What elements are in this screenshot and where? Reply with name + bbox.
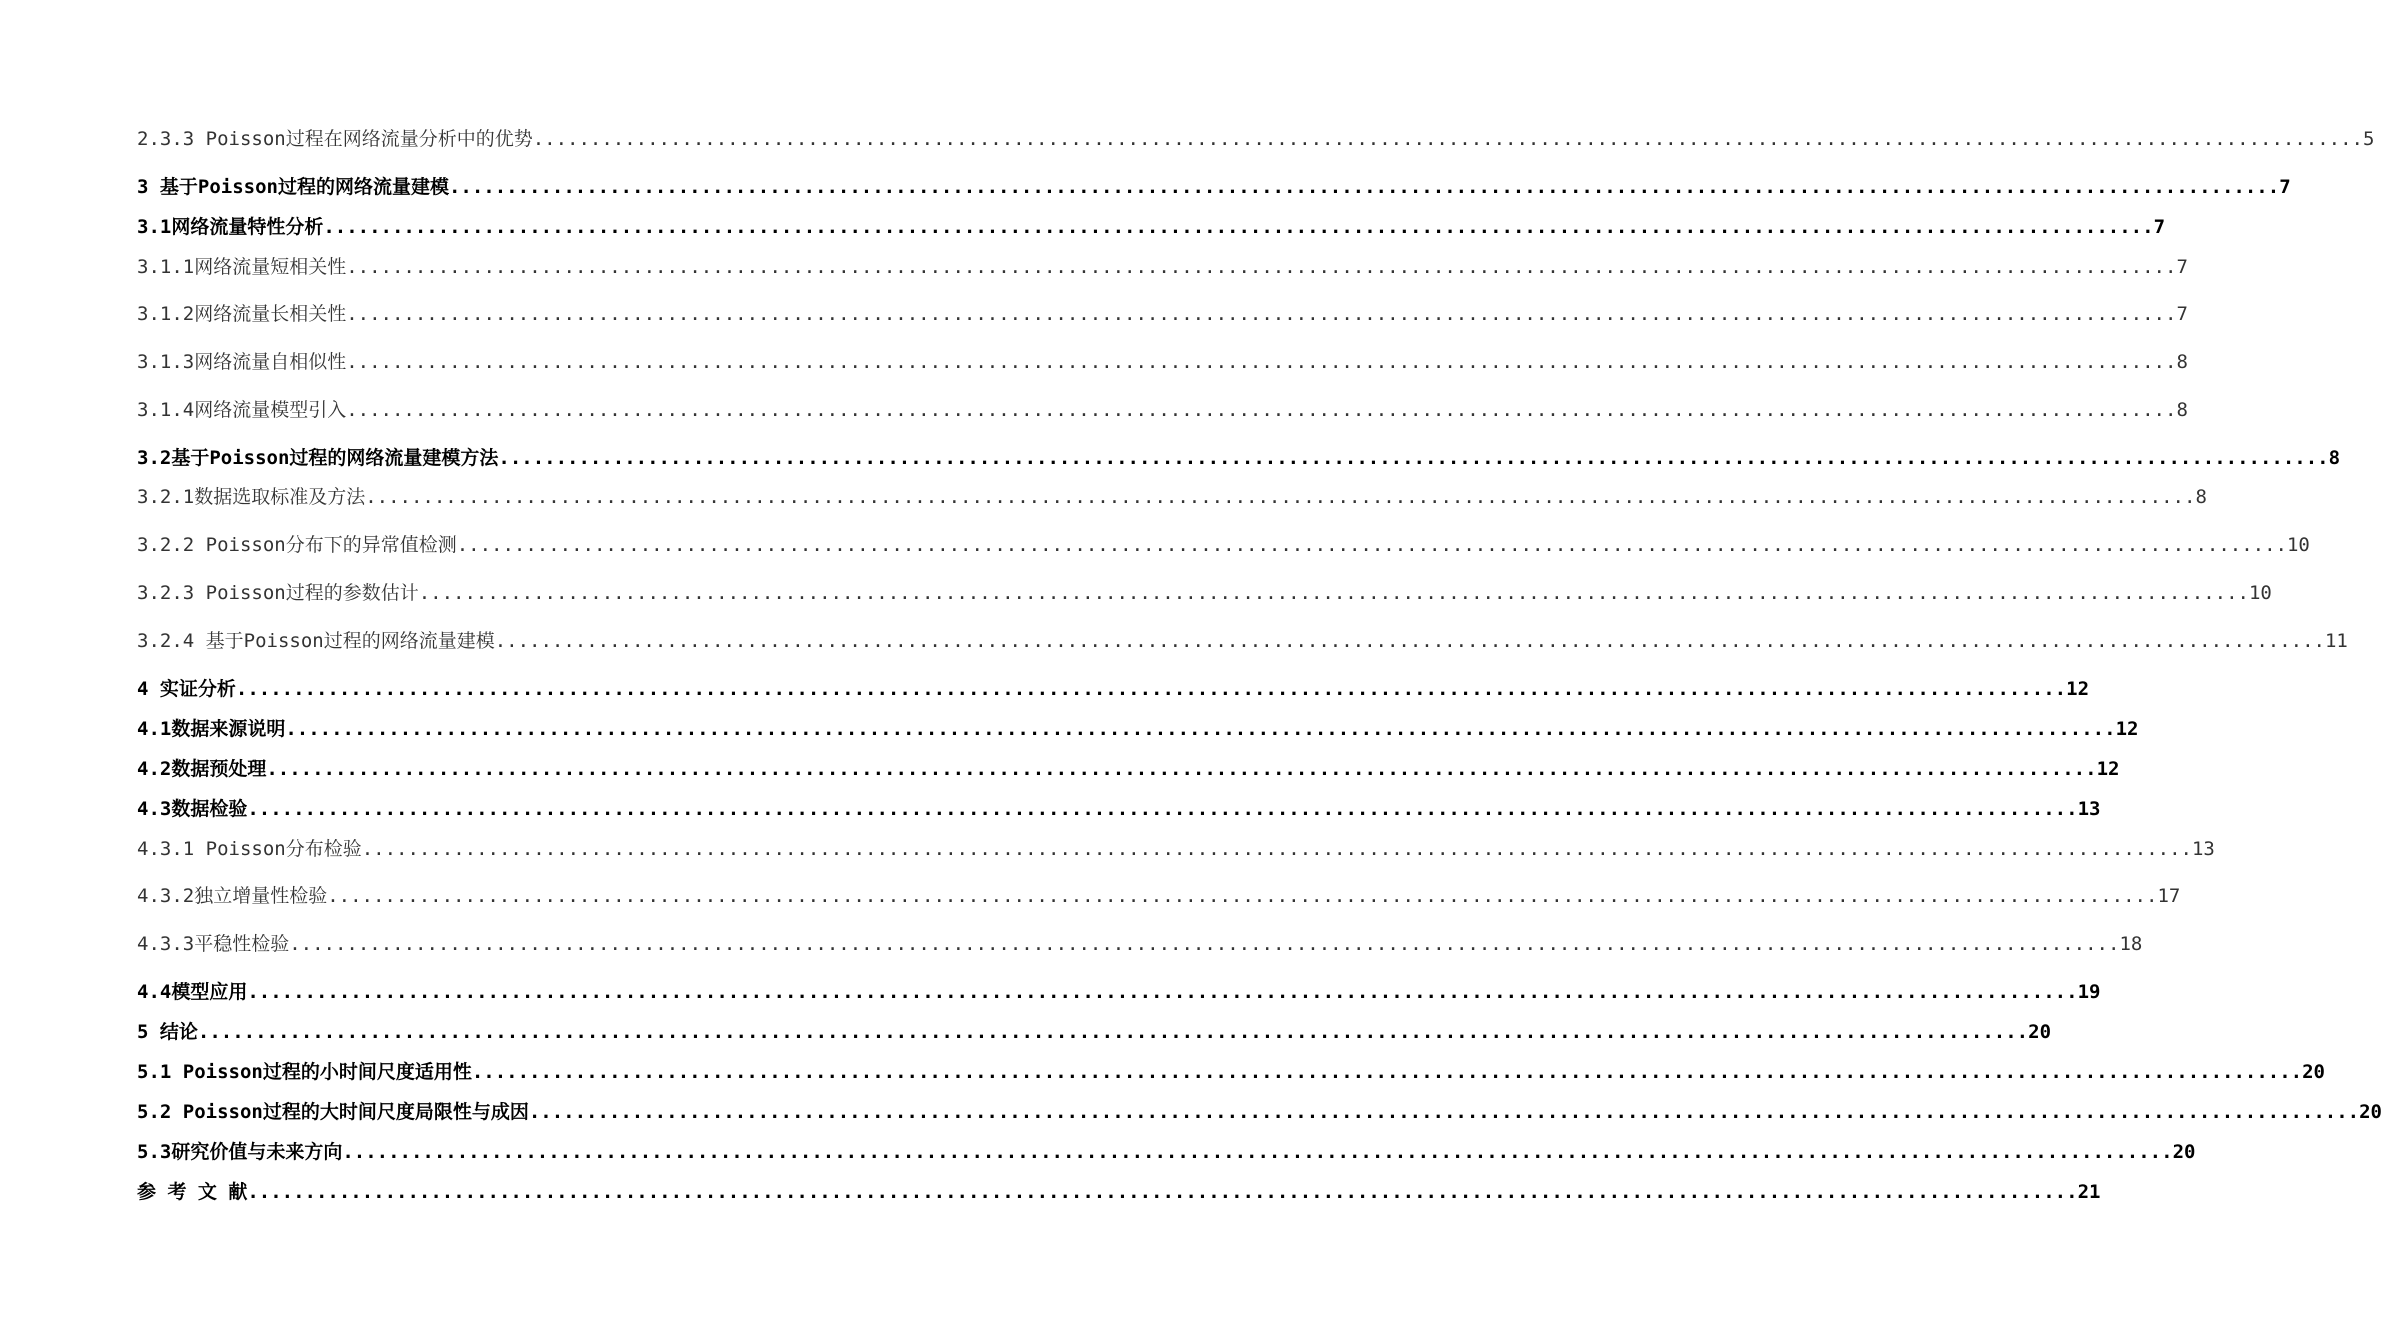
toc-page: 20 <box>2172 1141 2196 1163</box>
toc-page: 7 <box>2279 176 2291 198</box>
toc-leader: ................................................................................................................................................................ <box>197 1021 2029 1043</box>
toc-title: 4.3.1 Poisson分布检验 <box>137 838 362 860</box>
toc-leader: ................................................................................................................................................................ <box>266 758 2097 780</box>
toc-entry-5[interactable] <box>137 1017 2052 1045</box>
toc-leader: ................................................................................................................................................................ <box>342 1141 2173 1163</box>
toc-page: 11 <box>2324 630 2348 652</box>
toc-entry-5-3[interactable] <box>137 1137 2196 1165</box>
toc-title: 3.1.1网络流量短相关性 <box>137 256 347 278</box>
toc-entry-5-1[interactable] <box>137 1057 2325 1085</box>
toc-leader: ................................................................................................................................................................ <box>346 303 2177 325</box>
toc-entry-3-2[interactable] <box>137 443 2341 471</box>
toc-title: 4.1数据来源说明 <box>137 718 286 740</box>
toc-leader: ................................................................................................................................................................ <box>498 447 2329 469</box>
toc-title: 5.3研究价值与未来方向 <box>137 1141 343 1163</box>
toc-title: 参 考 文 献 <box>137 1181 248 1203</box>
toc-leader: ................................................................................................................................................................ <box>528 1101 2360 1123</box>
toc-page: 20 <box>2359 1101 2382 1123</box>
toc-leader: ................................................................................................................................................................ <box>361 838 2192 860</box>
toc-title: 5.1 Poisson过程的小时间尺度适用性 <box>137 1061 472 1083</box>
toc-page: 7 <box>2176 256 2188 278</box>
toc-page: 18 <box>2119 933 2143 955</box>
toc-title: 3.1网络流量特性分析 <box>137 216 324 238</box>
toc-leader: ................................................................................................................................................................ <box>327 885 2158 907</box>
toc-leader: ................................................................................................................................................................ <box>456 534 2287 556</box>
toc-page: 8 <box>2328 447 2341 469</box>
toc-leader: ................................................................................................................................................................ <box>235 678 2067 700</box>
toc-leader: ................................................................................................................................................................ <box>365 486 2196 508</box>
toc-title: 4.4模型应用 <box>137 981 248 1003</box>
toc-entry-3-2-1[interactable] <box>137 482 2207 510</box>
toc-title: 5.2 Poisson过程的大时间尺度局限性与成因 <box>137 1101 529 1123</box>
toc-page: 7 <box>2153 216 2166 238</box>
toc-entry-3-1-3[interactable] <box>137 347 2188 375</box>
toc-leader: ................................................................................................................................................................ <box>346 351 2177 373</box>
toc-leader: ................................................................................................................................................................ <box>323 216 2154 238</box>
toc-leader: ................................................................................................................................................................ <box>247 981 2078 1003</box>
toc-leader: ................................................................................................................................................................ <box>346 399 2177 421</box>
toc-leader: ................................................................................................................................................................ <box>532 128 2363 150</box>
toc-title: 3 基于Poisson过程的网络流量建模 <box>137 176 449 198</box>
toc-title: 3.2基于Poisson过程的网络流量建模方法 <box>137 447 499 469</box>
toc-title: 4.3.2独立增量性检验 <box>137 885 328 907</box>
toc-entry-5-2[interactable] <box>137 1097 2382 1125</box>
toc-title: 5 结论 <box>137 1021 198 1043</box>
toc-entry-3-1-2[interactable] <box>137 299 2188 327</box>
toc-leader: ................................................................................................................................................................ <box>247 798 2078 820</box>
toc-page: 13 <box>2077 798 2101 820</box>
toc-leader: ................................................................................................................................................................ <box>448 176 2280 198</box>
toc-title: 4 实证分析 <box>137 678 236 700</box>
toc-entry-4-1[interactable] <box>137 714 2139 742</box>
toc-title: 4.3.3平稳性检验 <box>137 933 290 955</box>
toc-leader: ................................................................................................................................................................ <box>346 256 2177 278</box>
toc-leader: ................................................................................................................................................................ <box>494 630 2325 652</box>
toc-page: 8 <box>2176 399 2188 421</box>
toc-entry-4-3-1[interactable] <box>137 834 2215 862</box>
toc-leader: ................................................................................................................................................................ <box>247 1181 2078 1203</box>
toc-leader: ................................................................................................................................................................ <box>471 1061 2303 1083</box>
toc-title: 3.2.4 基于Poisson过程的网络流量建模 <box>137 630 495 652</box>
toc-entry-4[interactable] <box>137 674 2090 702</box>
toc-title: 4.3数据检验 <box>137 798 248 820</box>
toc-title: 4.2数据预处理 <box>137 758 267 780</box>
toc-title: 3.2.2 Poisson分布下的异常值检测 <box>137 534 457 556</box>
toc-title: 3.1.2网络流量长相关性 <box>137 303 347 325</box>
toc-entry-references[interactable] <box>137 1177 2101 1205</box>
toc-entry-3-1[interactable] <box>137 212 2166 240</box>
toc-entry-4-3-2[interactable] <box>137 881 2181 909</box>
toc-entry-3-2-3[interactable] <box>137 578 2272 606</box>
toc-page: 21 <box>2077 1181 2101 1203</box>
toc-entry-4-3-3[interactable] <box>137 929 2143 957</box>
toc-page: 13 <box>2191 838 2215 860</box>
toc-page: 8 <box>2195 486 2207 508</box>
toc-entry-3-2-4[interactable] <box>137 626 2348 654</box>
toc-title: 3.1.4网络流量模型引入 <box>137 399 347 421</box>
toc-leader: ................................................................................................................................................................ <box>285 718 2116 740</box>
toc-entry-4-3[interactable] <box>137 794 2101 822</box>
toc-leader: ................................................................................................................................................................ <box>418 582 2249 604</box>
toc-entry-3[interactable] <box>137 172 2291 200</box>
toc-page: 17 <box>2157 885 2181 907</box>
toc-title: 3.2.3 Poisson过程的参数估计 <box>137 582 419 604</box>
toc-title: 2.3.3 Poisson过程在网络流量分析中的优势 <box>137 128 533 150</box>
toc-page: 5 <box>2362 128 2375 150</box>
toc-leader: ................................................................................................................................................................ <box>289 933 2120 955</box>
toc-page: 10 <box>2286 534 2310 556</box>
toc-page: 10 <box>2248 582 2272 604</box>
toc-page: 7 <box>2176 303 2188 325</box>
toc-page: 20 <box>2028 1021 2052 1043</box>
toc-title: 3.1.3网络流量自相似性 <box>137 351 347 373</box>
toc-page: 12 <box>2066 678 2090 700</box>
toc-entry-4-2[interactable] <box>137 754 2120 782</box>
toc-page: 20 <box>2302 1061 2325 1083</box>
toc-entry-4-4[interactable] <box>137 977 2101 1005</box>
toc-entry-3-2-2[interactable] <box>137 530 2310 558</box>
toc-entry-3-1-1[interactable] <box>137 252 2188 280</box>
toc-entry-3-1-4[interactable] <box>137 395 2188 423</box>
toc-page: 12 <box>2096 758 2120 780</box>
toc-page: 19 <box>2077 981 2101 1003</box>
toc-page: 8 <box>2176 351 2188 373</box>
toc-page: 12 <box>2115 718 2139 740</box>
toc-entry-2-3-3[interactable] <box>137 124 2375 152</box>
toc-title: 3.2.1数据选取标准及方法 <box>137 486 366 508</box>
